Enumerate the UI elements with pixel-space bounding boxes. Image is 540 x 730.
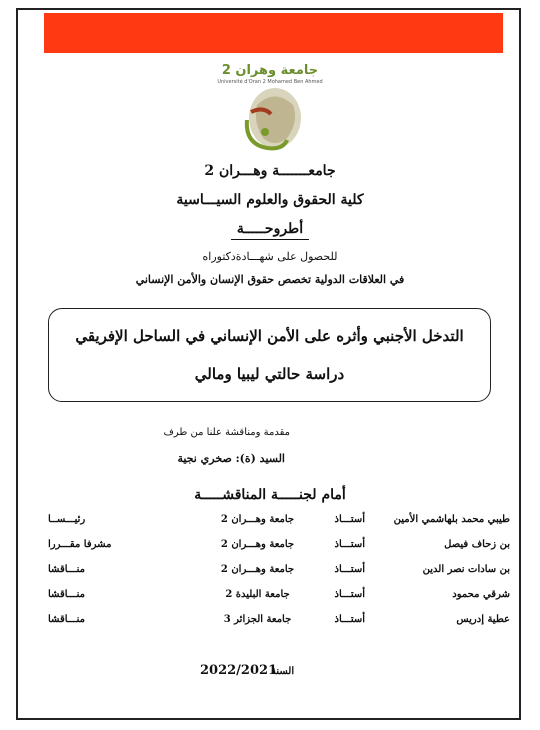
jury-member-rank: أستـــاذ [334, 539, 365, 550]
jury-member-university: جامعة الجزائر 3 [223, 614, 292, 625]
jury-row [40, 564, 510, 589]
thesis-label-text: أطروحـــــة [231, 221, 309, 240]
presented-by: مقدمة ومناقشة علنا من طرف [163, 427, 290, 438]
jury-row [40, 514, 510, 539]
thesis-subtitle: دراسة حالتي ليبيا ومالي [194, 365, 345, 383]
jury-member-role: مشرفا مقـــررا [48, 539, 112, 550]
jury-member-university: جامعة وهـــران 2 [220, 564, 295, 575]
jury-member-role: منـــاقشا [48, 589, 85, 600]
thesis-main-title: التدخل الأجنبي وأثره على الأمن الإنساني في الساحل الإفريقي [75, 327, 464, 345]
logo-subtext: Université d'Oran 2 Mohamed Ben Ahmed [217, 79, 323, 85]
jury-member-university: جامعة البليدة 2 [225, 589, 290, 600]
academic-year: 2022/2021 [200, 663, 278, 678]
jury-member-university: جامعة وهـــران 2 [220, 514, 295, 525]
jury-member-university: جامعة وهـــران 2 [220, 539, 295, 550]
jury-title: أمام لجنـــــة المناقشـــــة [194, 487, 346, 503]
jury-table [40, 514, 510, 639]
logo-text: جامعة وهران 2 [221, 63, 319, 78]
thesis-title-box [48, 308, 491, 402]
jury-member-role: رئيـــســا [48, 514, 86, 525]
jury-member-name: طيبي محمد بلهاشمي الأمين [393, 514, 510, 525]
jury-member-role: منـــاقشا [48, 614, 85, 625]
jury-member-rank: أستـــاذ [334, 564, 365, 575]
university-name: جامعـــــــة وهـــران 2 [204, 163, 336, 179]
jury-row [40, 539, 510, 564]
jury-row [40, 589, 510, 614]
degree-line: للحصول على شهـــادةدكتوراه [202, 250, 338, 263]
university-logo [217, 60, 323, 152]
jury-member-name: بن زحاف فيصل [444, 539, 510, 550]
jury-member-role: منـــاقشا [48, 564, 85, 575]
jury-member-rank: أستـــاذ [334, 589, 365, 600]
thesis-label [30, 221, 510, 240]
header-banner [44, 13, 503, 53]
university-of-oran-2-logo-icon [217, 60, 323, 152]
year-label: السنة [271, 666, 295, 677]
faculty-name: كلية الحقوق والعلوم السيـــاسية [176, 192, 364, 208]
jury-member-name: بن سادات نصر الدين [422, 564, 510, 575]
jury-member-name: شرقي محمود [452, 589, 510, 600]
jury-member-name: عطية إدريس [456, 614, 510, 625]
jury-row [40, 614, 510, 639]
jury-member-rank: أستـــاذ [334, 514, 365, 525]
jury-member-rank: أستـــاذ [334, 614, 365, 625]
candidate-name: السيد (ة): صخري نجية [177, 452, 285, 465]
specialty-line: في العلاقات الدولية تخصص حقوق الإنسان والأمن الإنساني [135, 273, 405, 286]
